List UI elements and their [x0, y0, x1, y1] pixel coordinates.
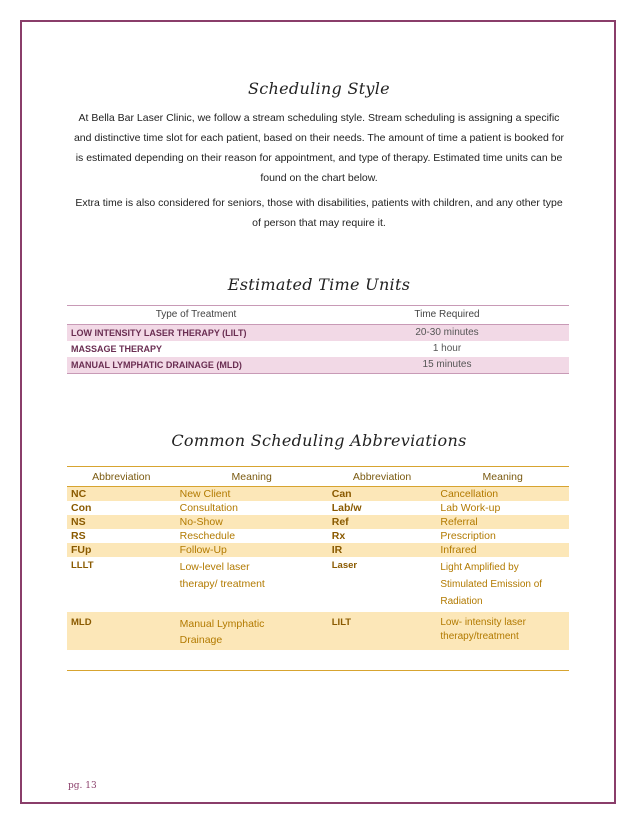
- meaning: Low-level laser therapy/ treatment: [176, 557, 328, 612]
- page-number: pg. 13: [68, 781, 97, 791]
- table-row: [67, 612, 569, 650]
- time-units-title: Estimated Time Units: [227, 275, 411, 294]
- abbreviation: Ref: [328, 515, 437, 529]
- meaning: Consultation: [176, 501, 328, 515]
- treatment-time: 20-30 minutes: [325, 325, 569, 342]
- meaning: No-Show: [176, 515, 328, 529]
- table-row: [67, 325, 569, 342]
- extra-time-paragraph: Extra time is also considered for seniors, those with disabilities, patients with children, and any other type of person that may require it.: [75, 197, 563, 229]
- meaning: Manual Lymphatic Drainage: [176, 612, 328, 650]
- header-meaning: Meaning: [436, 467, 569, 487]
- abbreviation: FUp: [67, 543, 176, 557]
- header-abbreviation: Abbreviation: [67, 467, 176, 487]
- abbreviation: MLD: [67, 612, 176, 650]
- abbreviation: Laser: [328, 557, 437, 612]
- meaning: Cancellation: [436, 487, 569, 502]
- table-row: [67, 501, 569, 515]
- abbreviation: NS: [67, 515, 176, 529]
- meaning: Infrared: [436, 543, 569, 557]
- abbreviations-header-row: [67, 467, 569, 487]
- table-row: [67, 487, 569, 502]
- time-units-table: [67, 305, 569, 374]
- treatment-time: 15 minutes: [325, 357, 569, 374]
- header-treatment: Type of Treatment: [67, 306, 325, 325]
- table-row: [67, 357, 569, 374]
- treatment-name: MASSAGE THERAPY: [71, 344, 163, 354]
- abbreviation: Can: [328, 487, 437, 502]
- meaning: Reschedule: [176, 529, 328, 543]
- treatment-name: MANUAL LYMPHATIC DRAINAGE (MLD): [67, 357, 325, 374]
- header-time: Time Required: [325, 306, 569, 325]
- abbreviation: NC: [67, 487, 176, 502]
- abbreviation: LLLT: [67, 557, 176, 612]
- abbreviation: Con: [67, 501, 176, 515]
- meaning: Light Amplified by Stimulated Emission of Radiation: [436, 557, 569, 612]
- table-row: [67, 557, 569, 612]
- abbreviation: Lab/w: [328, 501, 437, 515]
- abbreviation: IR: [328, 543, 437, 557]
- meaning: Referral: [436, 515, 569, 529]
- treatment-time: 1 hour: [432, 343, 462, 354]
- table-row: [67, 529, 569, 543]
- meaning: New Client: [176, 487, 328, 502]
- page-title: Scheduling Style: [248, 79, 390, 98]
- abbreviation: RS: [67, 529, 176, 543]
- abbreviations-table: [67, 466, 569, 671]
- header-meaning: Meaning: [176, 467, 328, 487]
- abbreviation: LILT: [328, 612, 437, 650]
- treatment-name: LOW INTENSITY LASER THERAPY (LILT): [67, 325, 325, 342]
- abbreviation: Rx: [328, 529, 437, 543]
- abbreviations-title: Common Scheduling Abbreviations: [171, 431, 467, 450]
- header-abbreviation: Abbreviation: [328, 467, 437, 487]
- meaning: Low- intensity laser therapy/treatment: [436, 612, 569, 650]
- time-units-header-row: [67, 306, 569, 325]
- meaning: Follow-Up: [176, 543, 328, 557]
- intro-paragraph: At Bella Bar Laser Clinic, we follow a stream scheduling style. Stream scheduling is assigning a specific and distinctive time slot for each patient, based on their needs. The amount of time a patient is booked for is estimated depending on their reason for appointment, and type of therapy. Estimated time units can be found on the chart below.: [73, 112, 565, 184]
- table-row: [67, 341, 569, 357]
- table-row: [67, 515, 569, 529]
- meaning: Lab Work-up: [436, 501, 569, 515]
- meaning: Prescription: [436, 529, 569, 543]
- table-row: [67, 543, 569, 557]
- table-footer-row: [67, 650, 569, 671]
